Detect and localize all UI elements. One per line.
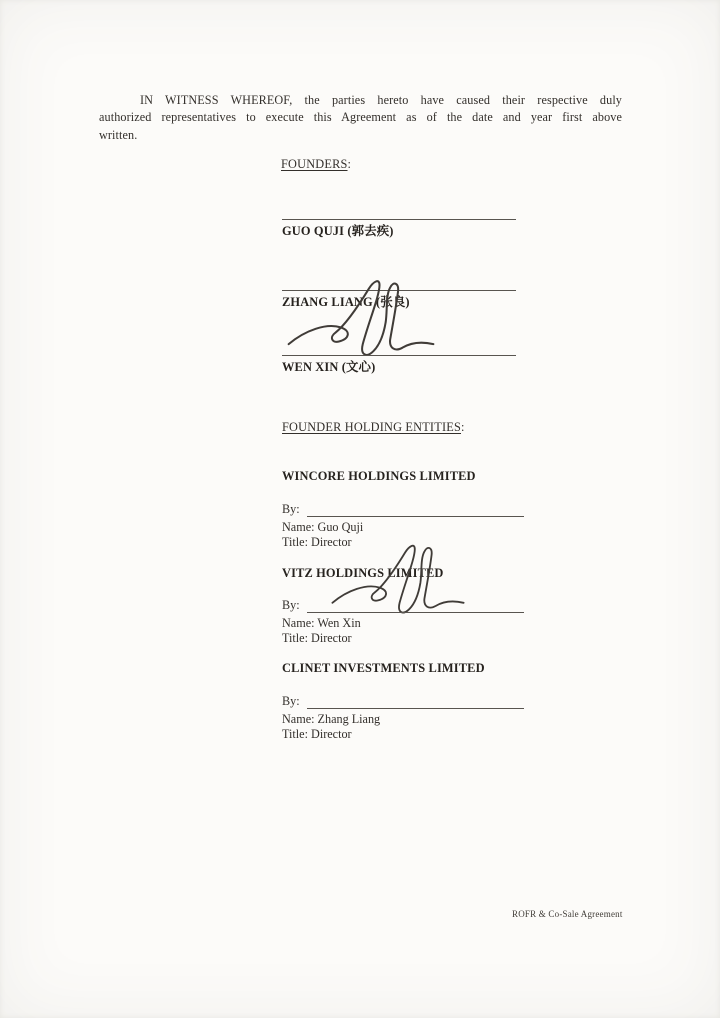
by-row-vitz bbox=[282, 598, 524, 613]
by-row-wincore bbox=[282, 502, 524, 517]
founders-heading-colon: : bbox=[347, 157, 352, 171]
by-label: By: bbox=[282, 694, 300, 708]
title-line-wincore: Title: Director bbox=[282, 535, 352, 549]
signatory-name-zhang-liang: ZHANG LIANG (张良) bbox=[282, 295, 410, 309]
paragraph-line: written. bbox=[99, 127, 138, 142]
company-name-clinet: CLINET INVESTMENTS LIMITED bbox=[282, 661, 485, 675]
by-label: By: bbox=[282, 598, 300, 612]
holding-entities-heading-label: FOUNDER HOLDING ENTITIES bbox=[282, 420, 461, 434]
signature-line-guo-quji bbox=[282, 219, 516, 220]
handwritten-signature-wen-xin bbox=[286, 274, 436, 364]
title-line-clinet: Title: Director bbox=[282, 727, 352, 741]
signature-line-zhang-liang bbox=[282, 290, 516, 291]
holding-entities-heading-colon: : bbox=[461, 420, 465, 434]
footer-document-title: ROFR & Co-Sale Agreement bbox=[512, 909, 623, 919]
founders-heading bbox=[281, 157, 351, 172]
name-line-wincore: Name: Guo Quji bbox=[282, 520, 364, 534]
name-line-clinet: Name: Zhang Liang bbox=[282, 712, 381, 726]
by-row-clinet bbox=[282, 694, 524, 709]
title-line-vitz: Title: Director bbox=[282, 631, 352, 645]
holding-entities-heading bbox=[282, 420, 465, 435]
paragraph-line: IN WITNESS WHEREOF, the parties hereto have caused their respective duly bbox=[140, 93, 622, 107]
company-name-vitz: VITZ HOLDINGS LIMITED bbox=[282, 566, 444, 580]
witness-paragraph bbox=[99, 92, 622, 144]
by-signature-line bbox=[307, 695, 524, 709]
founders-heading-label: FOUNDERS bbox=[281, 157, 348, 171]
by-signature-line bbox=[307, 599, 524, 613]
signatory-name-guo-quji: GUO QUJI (郭去疾) bbox=[282, 224, 394, 238]
company-name-wincore: WINCORE HOLDINGS LIMITED bbox=[282, 469, 476, 483]
signature-line-wen-xin bbox=[282, 355, 516, 356]
by-label: By: bbox=[282, 502, 300, 516]
by-signature-line bbox=[307, 503, 524, 517]
paragraph-line: authorized representatives to execute this Agreement as of the date and year first above bbox=[99, 110, 622, 125]
signatory-name-wen-xin: WEN XIN (文心) bbox=[282, 360, 376, 374]
name-line-vitz: Name: Wen Xin bbox=[282, 616, 361, 630]
